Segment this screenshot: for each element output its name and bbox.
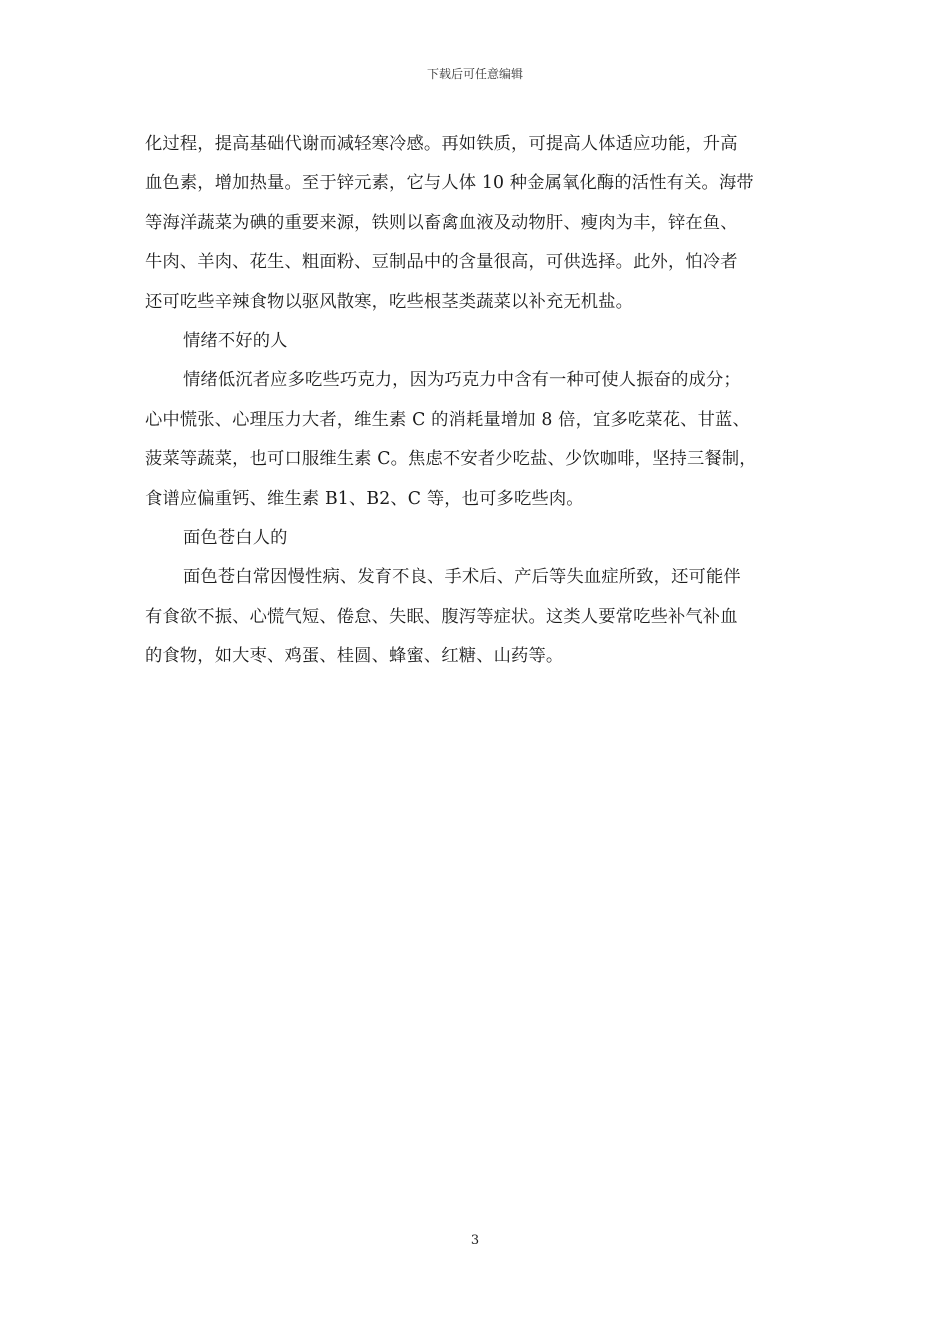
- paragraph-line: 化过程，提高基础代谢而减轻寒冷感。再如铁质，可提高人体适应功能，升高: [145, 134, 738, 154]
- paragraph-line: 有食欲不振、心慌气短、倦怠、失眠、腹泻等症状。这类人要常吃些补气补血: [145, 606, 738, 627]
- paragraph-line: 血色素，增加热量。至于锌元素，它与人体 10 种金属氧化酶的活性有关。海带: [145, 173, 754, 194]
- page-number: 3: [470, 1233, 480, 1248]
- paragraph-line: 情绪低沉者应多吃些巧克力，因为巧克力中含有一种可使人振奋的成分；: [183, 370, 741, 391]
- paragraph-line: 的食物，如大枣、鸡蛋、桂圆、蜂蜜、红糖、山药等。: [145, 646, 564, 667]
- paragraph-line: 面色苍白常因慢性病、发育不良、手术后、产后等失血症所致，还可能伴: [183, 567, 741, 588]
- paragraph-line: 心中慌张、心理压力大者，维生素 C 的消耗量增加 8 倍，宜多吃菜花、甘蓝、: [145, 409, 750, 430]
- paragraph-line: 牛肉、羊肉、花生、粗面粉、豆制品中的含量很高，可供选择。此外，怕冷者: [145, 252, 738, 273]
- paragraph-line: 食谱应偏重钙、维生素 B1、B2、C 等，也可多吃些肉。: [145, 488, 584, 509]
- document-body: [145, 125, 810, 676]
- paragraph-line: 菠菜等蔬菜，也可口服维生素 C。焦虑不安者少吃盐、少饮咖啡，坚持三餐制，: [145, 449, 757, 470]
- section-heading: 面色苍白人的: [183, 527, 288, 548]
- section-heading: 情绪不好的人: [183, 330, 288, 351]
- page-header: 下载后可任意编辑: [426, 67, 523, 81]
- paragraph-line: 等海洋蔬菜为碘的重要来源，铁则以畜禽血液及动物肝、瘦肉为丰，锌在鱼、: [145, 212, 738, 233]
- paragraph-line: 还可吃些辛辣食物以驱风散寒，吃些根茎类蔬菜以补充无机盐。: [145, 291, 634, 312]
